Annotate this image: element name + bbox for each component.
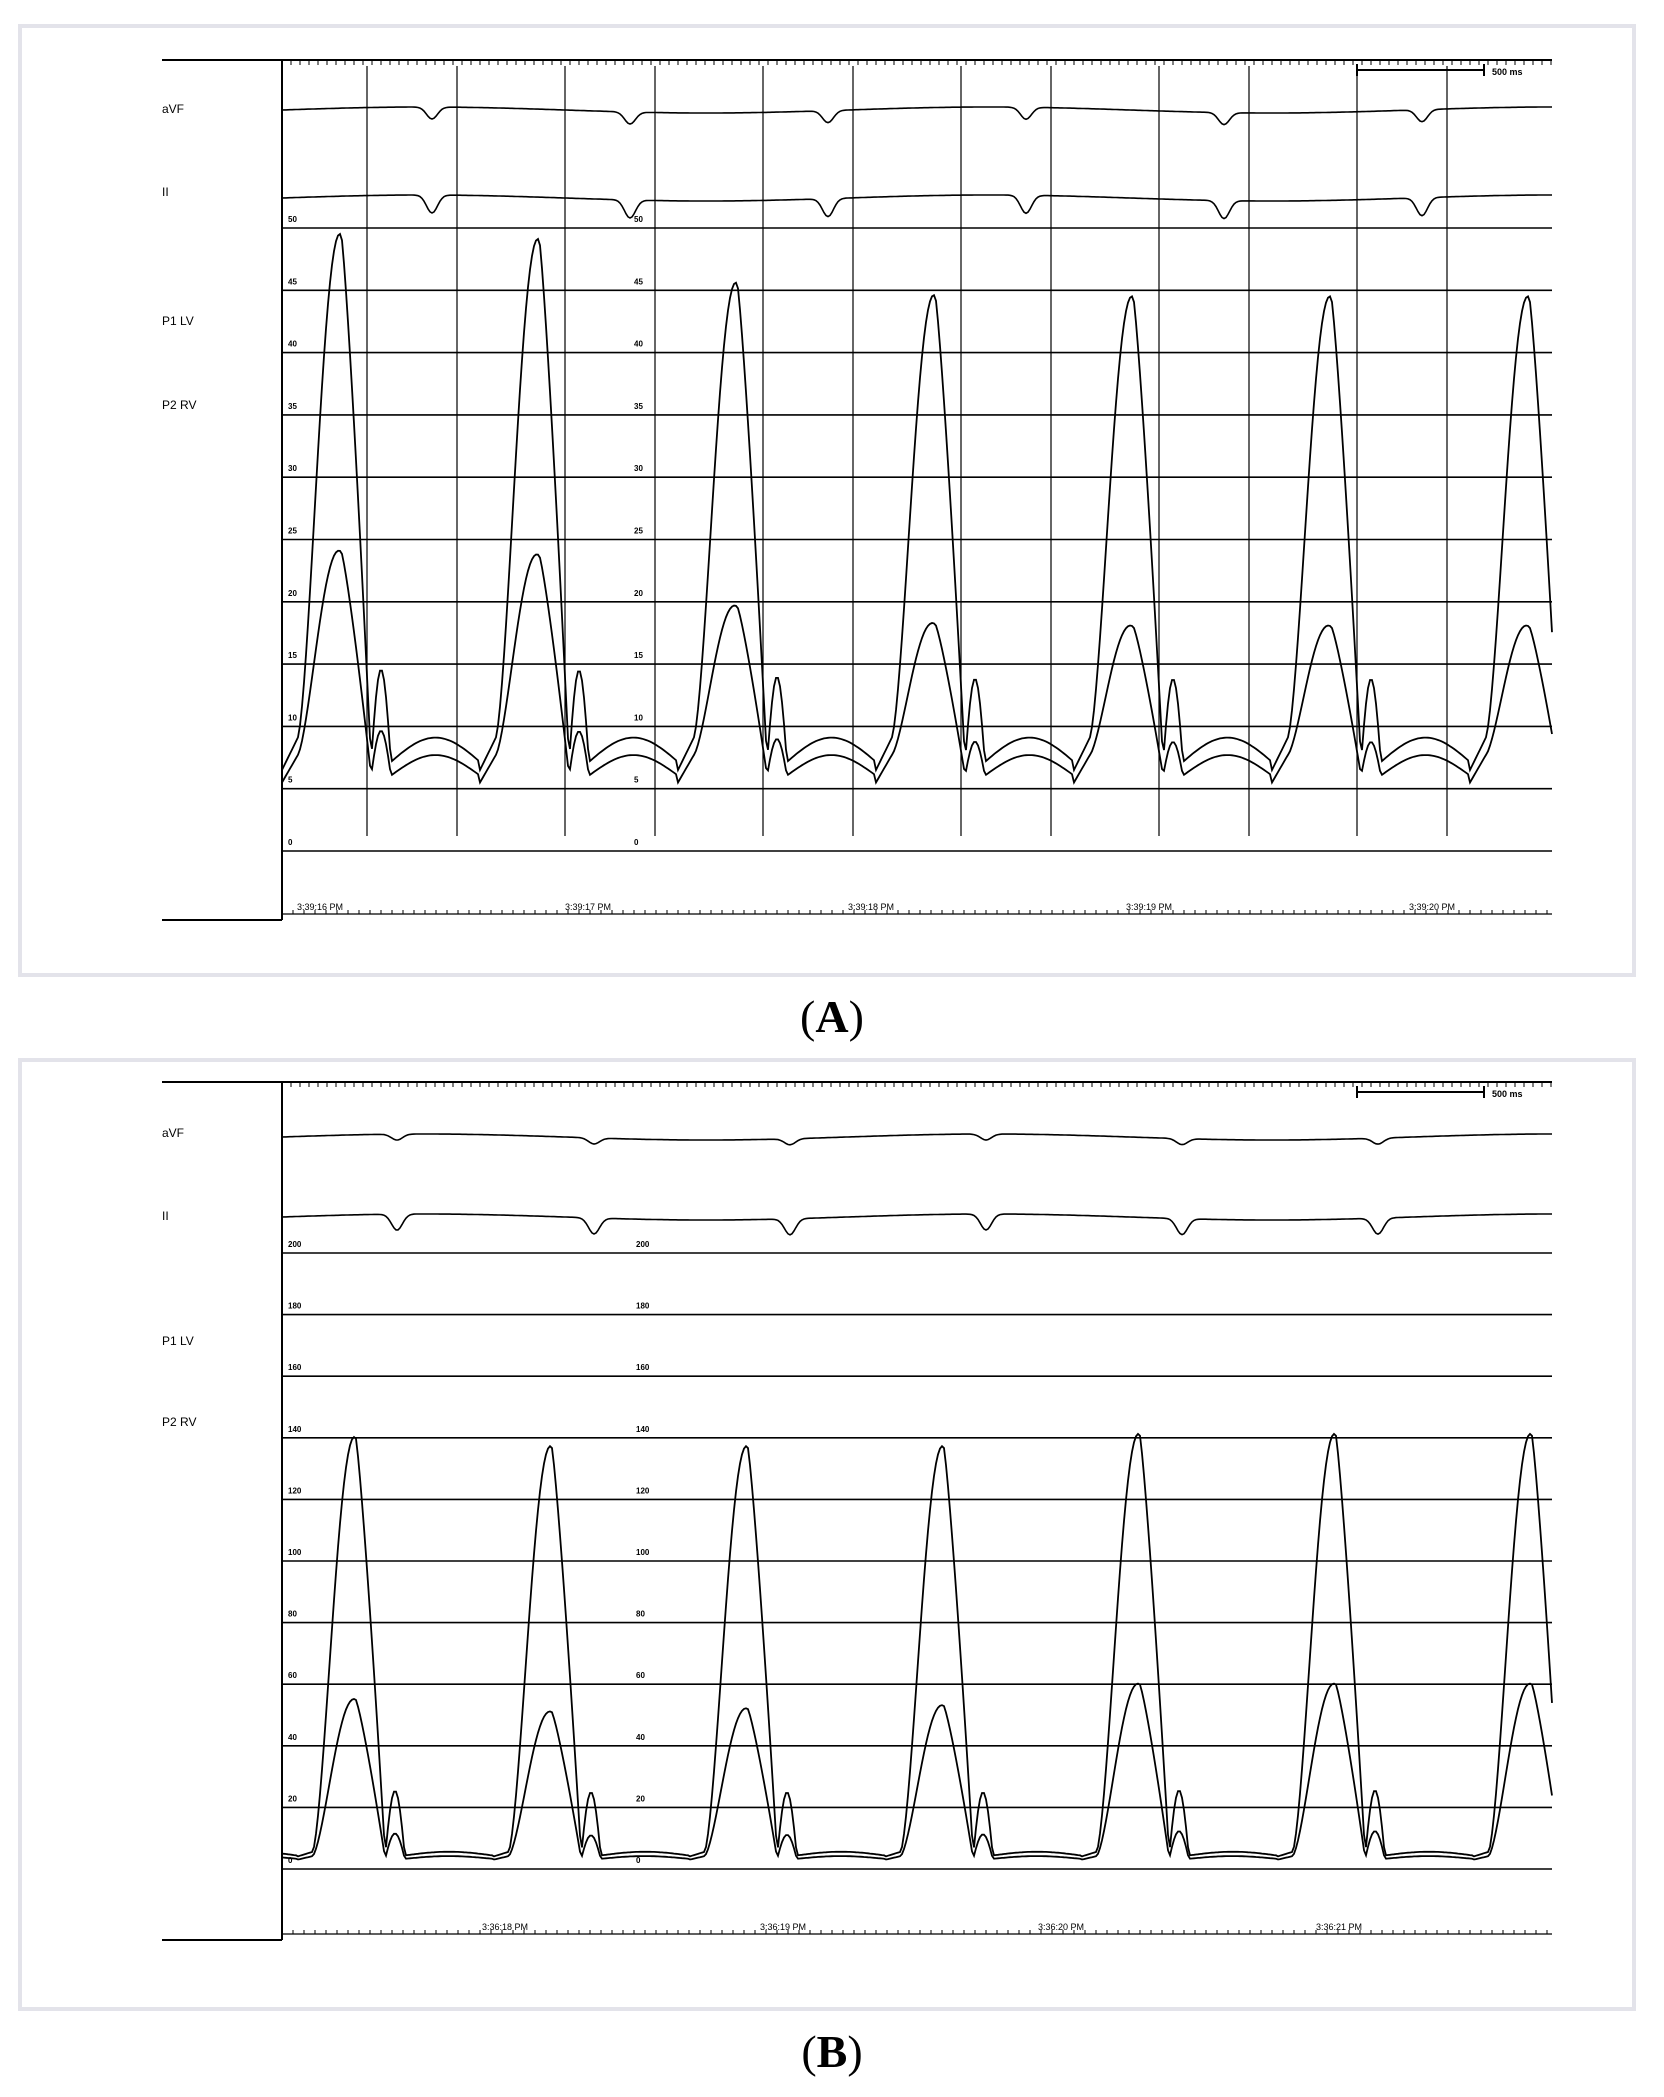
lead-label: P1 LV (162, 1334, 194, 1348)
y-tick-label: 0 (634, 838, 639, 847)
time-label: 3:36:18 PM (482, 1922, 529, 1932)
y-tick-label: 180 (636, 1301, 650, 1311)
time-label: 3:39:16 PM (297, 902, 344, 912)
lead-label: aVF (162, 1126, 185, 1140)
caption-a: (A) (800, 991, 864, 1042)
y-tick-label: 100 (636, 1548, 650, 1557)
y-tick-label: 20 (636, 1794, 645, 1804)
caption-b: (B) (801, 2026, 863, 2077)
scale-bar-label: 500 ms (1492, 1089, 1523, 1099)
y-tick-label: 35 (634, 401, 643, 411)
lead-label: II (162, 1209, 169, 1223)
chart-b (22, 1062, 1632, 2007)
lead-ii-trace (282, 195, 1552, 219)
y-tick-label: 200 (636, 1240, 650, 1249)
y-tick-label: 140 (636, 1424, 650, 1434)
time-label: 3:36:20 PM (1038, 1922, 1085, 1932)
y-tick-label: 10 (634, 713, 643, 723)
y-tick-label: 60 (288, 1671, 297, 1681)
y-tick-label: 50 (634, 215, 643, 224)
lead-ii-trace (282, 1214, 1552, 1235)
lead-label: aVF (162, 102, 185, 116)
scale-bar-label: 500 ms (1492, 67, 1523, 77)
y-tick-label: 20 (288, 588, 297, 598)
rv-pressure-trace (282, 1684, 1552, 1860)
y-tick-label: 5 (288, 775, 293, 785)
y-tick-label: 0 (636, 1856, 641, 1865)
lead-label: P1 LV (162, 314, 194, 328)
time-label: 3:36:19 PM (760, 1922, 807, 1932)
y-tick-label: 5 (634, 775, 639, 785)
y-tick-label: 140 (288, 1424, 302, 1434)
y-tick-label: 15 (288, 651, 297, 661)
avf-trace (282, 107, 1552, 125)
y-tick-label: 40 (636, 1732, 645, 1742)
y-tick-label: 10 (288, 713, 297, 723)
y-tick-label: 120 (636, 1486, 650, 1496)
y-tick-label: 120 (288, 1486, 302, 1496)
chart-a (22, 28, 1632, 973)
y-tick-label: 50 (288, 215, 297, 224)
y-tick-label: 0 (288, 838, 293, 847)
y-tick-label: 20 (288, 1794, 297, 1804)
y-tick-label: 80 (288, 1609, 297, 1619)
y-tick-label: 60 (636, 1671, 645, 1681)
avf-trace (282, 1134, 1552, 1145)
y-tick-label: 30 (288, 464, 297, 474)
y-tick-label: 0 (288, 1856, 293, 1865)
time-label: 3:39:17 PM (565, 902, 612, 912)
lead-label: P2 RV (162, 398, 197, 412)
y-tick-label: 200 (288, 1240, 302, 1249)
y-tick-label: 160 (288, 1363, 302, 1373)
y-tick-label: 45 (634, 277, 643, 287)
lead-label: II (162, 185, 169, 199)
y-tick-label: 40 (288, 1732, 297, 1742)
y-tick-label: 20 (634, 588, 643, 598)
y-tick-label: 45 (288, 277, 297, 287)
y-tick-label: 25 (288, 526, 297, 536)
time-label: 3:39:20 PM (1409, 902, 1456, 912)
y-tick-label: 30 (634, 464, 643, 474)
y-tick-label: 40 (634, 339, 643, 349)
y-tick-label: 160 (636, 1363, 650, 1373)
y-tick-label: 15 (634, 651, 643, 661)
y-tick-label: 25 (634, 526, 643, 536)
lead-label: P2 RV (162, 1415, 197, 1429)
time-label: 3:39:18 PM (848, 902, 895, 912)
time-label: 3:39:19 PM (1126, 902, 1173, 912)
panel-b (18, 1058, 1636, 2011)
y-tick-label: 100 (288, 1548, 302, 1557)
y-tick-label: 35 (288, 401, 297, 411)
y-tick-label: 40 (288, 339, 297, 349)
panel-a (18, 24, 1636, 977)
y-tick-label: 80 (636, 1609, 645, 1619)
y-tick-label: 180 (288, 1301, 302, 1311)
time-label: 3:36:21 PM (1316, 1922, 1363, 1932)
lv-pressure-trace (282, 234, 1552, 770)
